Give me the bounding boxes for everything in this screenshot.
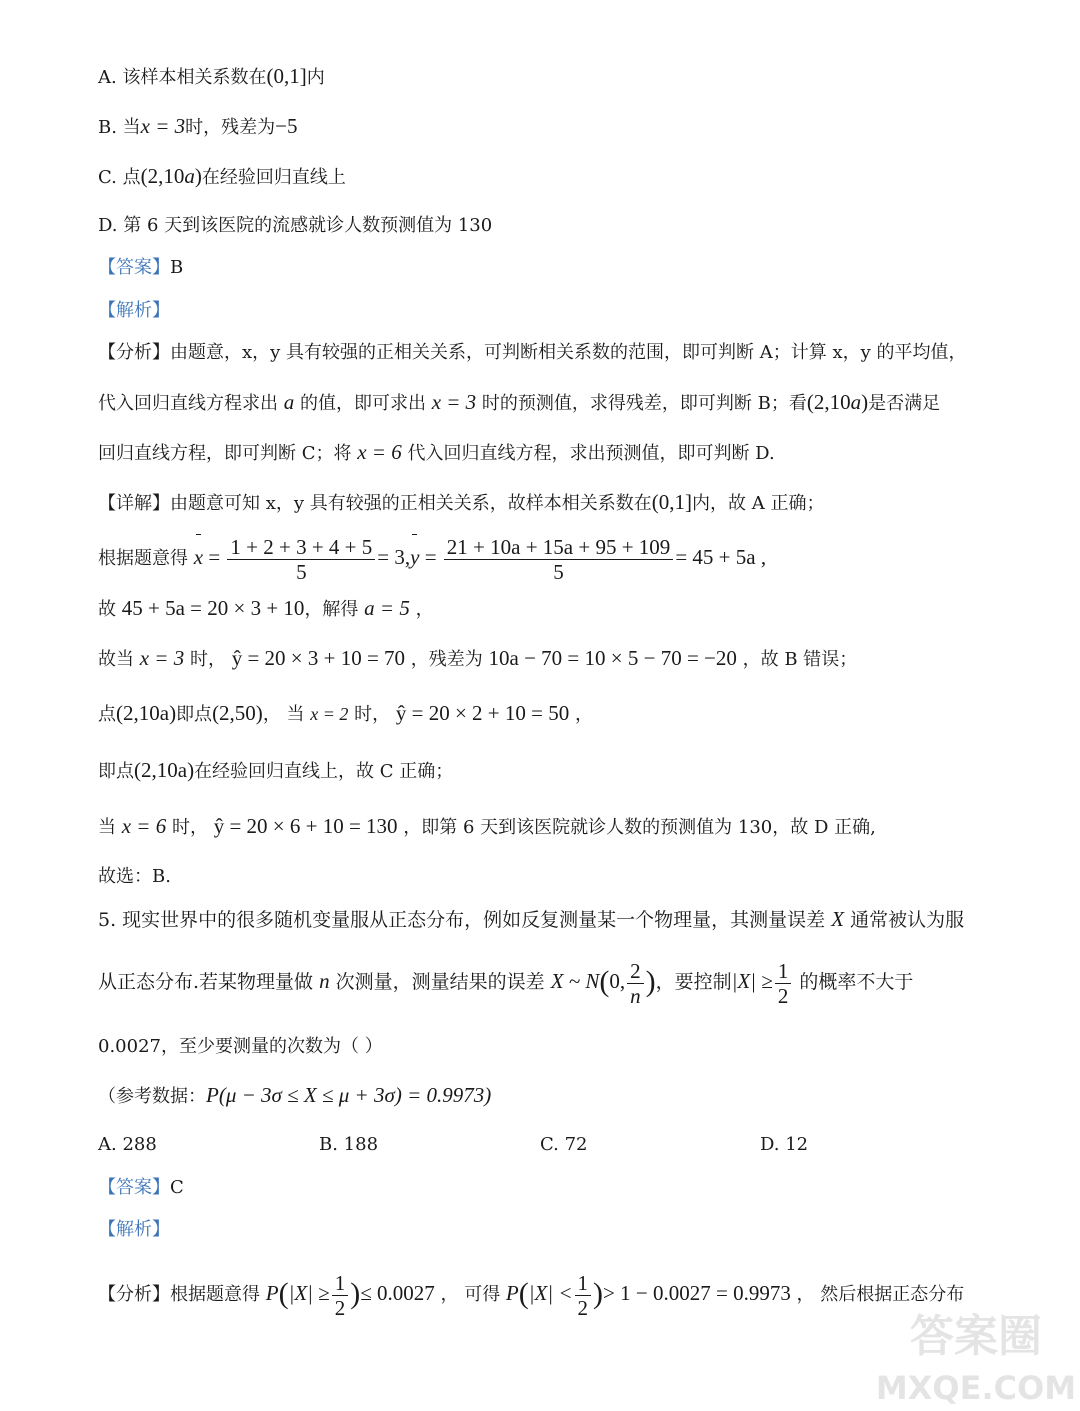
xiangjie-line-7: 当 x = 6 时， ŷ = 20 × 6 + 10 = 130 ，即第 6 天到该医院就诊人数的预测值为 130，故 D 正确, (98, 814, 876, 838)
fenxi-line-2: 代入回归直线方程求出 a 的值，即可求出 x = 3 时的预测值，求得残差，即可判断 B；看(2,10a)是否满足 (98, 390, 941, 414)
xiangjie-line-2: 根据题意得 x = $\frac{1 + 2 + 3 + 4 + 5}{5}$ = 3,y = $\frac{21 + 10a + 15a + 95 + 109}{5}$ = 45 + 5a , (98, 532, 766, 584)
q5-option-c: C. 72 (540, 1134, 588, 1155)
xiangjie-line-5: 点(2,10a)即点(2,50)， 当 x = 2 时， ŷ = 20 × 2 + 10 = 50 ， (98, 701, 593, 725)
fenxi-line-3: 回归直线方程，即可判断 C；将 x = 6 代入回归直线方程，求出预测值，即可判断 D. (98, 440, 775, 464)
fraction-2-over-n: $\frac{2}{n}$ (627, 959, 644, 1008)
analysis-label-q4: 【解析】 (98, 300, 170, 321)
fenxi-line-1: 【分析】由题意，x，y 具有较强的正相关关系，可判断相关系数的范围，即可判断 A；计算 x，y 的平均值， (98, 342, 967, 363)
option-a: A. 该样本相关系数在(0,1]内 (98, 64, 325, 88)
y-bar: y (410, 532, 419, 582)
xiangjie-line-8: 故选：B. (98, 866, 171, 887)
q5-fenxi-line: 【分析】根据题意得 P(|X| ≥ $\frac{1}{2}$ )≤ 0.0027 ， 可得 P(|X| < $\frac{1}{2}$ )> 1 − 0.0027 = 0.9973 ， 然后根据正态分布 (98, 1270, 965, 1320)
fenxi-label: 【分析】 (98, 342, 170, 363)
answer-line-q5: 【答案】C (98, 1177, 184, 1198)
xiangjie-line-3: 故 45 + 5a = 20 × 3 + 10，解得 a = 5 ， (98, 596, 434, 620)
q5-stem-line-3: 0.0027，至少要测量的次数为（ ） (98, 1036, 383, 1057)
fraction-y-mean: $\frac{21 + 10a + 15a + 95 + 109}{5}$ (444, 535, 674, 584)
option-b: B. 当x = 3时，残差为−5 (98, 114, 298, 138)
x-bar: x (194, 532, 203, 582)
option-c: C. 点(2,10a)在经验回归直线上 (98, 164, 346, 188)
svg-text:答案圈: 答案圈 (910, 1311, 1042, 1362)
q5-option-d: D. 12 (760, 1134, 809, 1155)
q5-stem-line-2: 从正态分布.若某物理量做 n 次测量，测量结果的误差 X ~ N(0, $\frac{2}{n}$ )，要控制|X| ≥ $\frac{1}{2}$ 的概率不大于 (98, 958, 914, 1008)
xiangjie-label: 【详解】 (98, 493, 170, 514)
option-d: D. 第 6 天到该医院的流感就诊人数预测值为 130 (98, 215, 493, 236)
answer-label: 【答案】 (98, 257, 170, 278)
fraction-1-over-2: $\frac{1}{2}$ (775, 959, 792, 1008)
xiangjie-line-6: 即点(2,10a)在经验回归直线上，故 C 正确； (98, 758, 454, 782)
q5-reference-data: （参考数据：P(μ − 3σ ≤ X ≤ μ + 3σ) = 0.9973) (98, 1083, 492, 1107)
xiangjie-line-4: 故当 x = 3 时， ŷ = 20 × 3 + 10 = 70 ，残差为 10a − 70 = 10 × 5 − 70 = −20 ，故 B 错误； (98, 646, 858, 670)
q5-stem-line-1: 5. 现实世界中的很多随机变量服从正态分布，例如反复测量某一个物理量，其测量误差 X 通常被认为服 (98, 907, 965, 931)
fraction-x-mean: $\frac{1 + 2 + 3 + 4 + 5}{5}$ (227, 535, 375, 584)
q5-option-b: B. 188 (319, 1134, 379, 1155)
xiangjie-line-1: 【详解】由题意可知 x，y 具有较强的正相关关系，故样本相关系数在(0,1]内，故 A 正确； (98, 490, 825, 514)
analysis-label-q5: 【解析】 (98, 1219, 170, 1240)
watermark-logo (875, 1299, 1077, 1409)
q5-option-a: A. 288 (98, 1134, 157, 1155)
answer-line-q4: 【答案】B (98, 257, 184, 278)
svg-text:MXQE.COM: MXQE.COM (875, 1369, 1077, 1407)
